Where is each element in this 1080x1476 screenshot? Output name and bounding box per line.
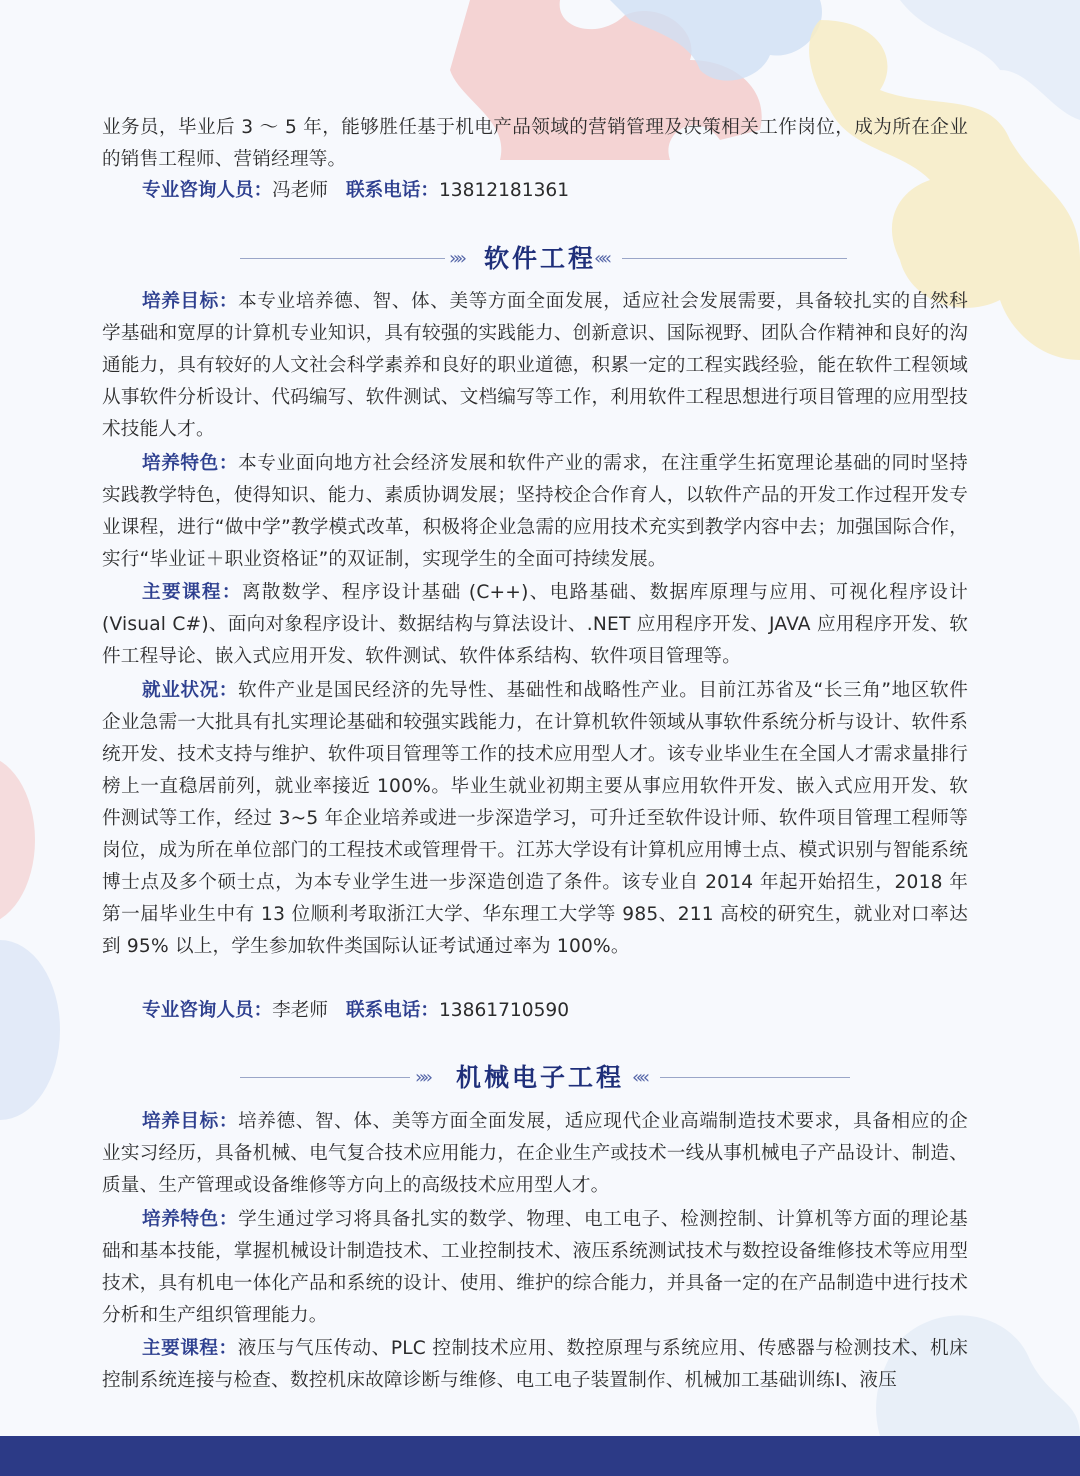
phone-label: 联系电话： (345, 180, 439, 201)
goal-label: 培养目标： (142, 291, 239, 312)
chevron-right-icon: »» (415, 1067, 430, 1088)
mechatronics-goal-paragraph (102, 1106, 968, 1202)
advisor-name: 李老师 (272, 1000, 328, 1021)
chevron-left-icon: «« (594, 248, 609, 269)
software-employment-paragraph (102, 675, 968, 963)
section-header-mechatronics (0, 1058, 1080, 1098)
header-rule-right (660, 1077, 850, 1078)
mechatronics-feature-paragraph (102, 1204, 968, 1332)
courses-text: 液压与气压传动、PLC 控制技术应用、数控原理与系统应用、传感器与检测技术、机床控制系统连接与检查、数控机床故障诊断与维修、电工电子装置制作、机械加工基础训练Ⅰ、液压 (102, 1338, 968, 1391)
employment-label: 就业状况： (142, 680, 238, 701)
section-title-mechatronics: 机械电子工程 (455, 1063, 624, 1092)
feature-text: 本专业面向地方社会经济发展和软件产业的需求，在注重学生拓宽理论基础的同时坚持实践教学特色，使得知识、能力、素质协调发展；坚持校企合作育人，以软件产品的开发工作过程开发专业课程，进行“做中学”教学模式改革，积极将企业急需的应用技术充实到教学内容中去；加强国际合作，实行“毕业证＋职业资格证”的双证制，实现学生的全面可持续发展。 (102, 453, 968, 570)
chevron-right-icon: »» (449, 248, 464, 269)
feature-label: 培养特色： (142, 1209, 239, 1230)
phone-number: 13812181361 (438, 180, 570, 201)
chevron-left-icon: «« (632, 1067, 647, 1088)
feature-label: 培养特色： (142, 453, 239, 474)
section-header-software (0, 239, 1080, 279)
courses-label: 主要课程： (142, 1338, 238, 1359)
employment-text: 软件产业是国民经济的先导性、基础性和战略性产业。目前江苏省及“长三角”地区软件企业急需一大批具有扎实理论基础和较强实践能力，在计算机软件领域从事软件系统分析与设计、软件系统开发、技术支持与维护、软件项目管理等工作的技术应用型人才。该专业毕业生在全国人才需求量排行榜上一直稳居前列，就业率接近 100%。毕业生就业初期主要从事应用软件开发、嵌入式应用开发、软件测试等工作，经过 3~5 年企业培养或进一步深造学习，可升迁至软件设计师、软件项目管理工程师等岗位，成为所在单位部门的工程技术或管理骨干。江苏大学设有计算机应用博士点、模式识别与智能系统博士点及多个硕士点，为本专业学生进一步深造创造了条件。该专业自 2014 年起开始招生，2018 年第一届毕业生中有 13 位顺利考取浙江大学、华东理工大学等 985、211 高校的研究生，就业对口率达到 95% 以上，学生参加软件类国际认证考试通过率为 100%。 (102, 680, 968, 957)
header-rule-right (622, 258, 847, 259)
top-paragraph: 业务员，毕业后 3 ～ 5 年，能够胜任基于机电产品领域的营销管理及决策相关工作岗位，成为所在企业的销售工程师、营销经理等。 (102, 117, 968, 170)
goal-text: 培养德、智、体、美等方面全面发展，适应现代企业高端制造技术要求，具备相应的企业实习经历，具备机械、电气复合技术应用能力，在企业生产或技术一线从事机械电子产品设计、制造、质量、生产管理或设备维修等方向上的高级技术应用型人才。 (102, 1111, 968, 1196)
goal-text: 本专业培养德、智、体、美等方面全面发展，适应社会发展需要，具备较扎实的自然科学基础和宽厚的计算机专业知识，具有较强的实践能力、创新意识、国际视野、团队合作精神和良好的沟通能力，具有较好的人文社会科学素养和良好的职业道德，积累一定的工程实践经验，能在软件工程领域从事软件分析设计、代码编写、软件测试、文档编写等工作，利用软件工程思想进行项目管理的应用型技术技能人才。 (102, 291, 968, 440)
contact-row-li (142, 995, 569, 1027)
advisor-label: 专业咨询人员： (142, 180, 273, 201)
advisor-name: 冯老师 (272, 180, 328, 201)
mechatronics-courses-paragraph (102, 1333, 968, 1397)
software-courses-paragraph (102, 577, 968, 673)
advisor-label: 专业咨询人员： (142, 1000, 273, 1021)
contact-row-feng (142, 175, 569, 207)
feature-text: 学生通过学习将具备扎实的数学、物理、电工电子、检测控制、计算机等方面的理论基础和基本技能，掌握机械设计制造技术、工业控制技术、液压系统测试技术与数控设备维修技术等应用型技术，具有机电一体化产品和系统的设计、使用、维护的综合能力，并具备一定的在产品制造中进行技术分析和生产组织管理能力。 (102, 1209, 968, 1326)
phone-number: 13861710590 (438, 1000, 570, 1021)
goal-label: 培养目标： (142, 1111, 239, 1132)
section-title-software: 软件工程 (483, 244, 596, 273)
software-feature-paragraph (102, 448, 968, 576)
phone-label: 联系电话： (345, 1000, 439, 1021)
courses-text: 离散数学、程序设计基础 (C++)、电路基础、数据库原理与应用、可视化程序设计 (Visual C#)、面向对象程序设计、数据结构与算法设计、.NET 应用程序开发、JAVA 应用程序开发、软件工程导论、嵌入式应用开发、软件测试、软件体系结构、软件项目管理等。 (102, 582, 968, 667)
software-goal-paragraph (102, 286, 968, 446)
courses-label: 主要课程： (142, 582, 242, 603)
